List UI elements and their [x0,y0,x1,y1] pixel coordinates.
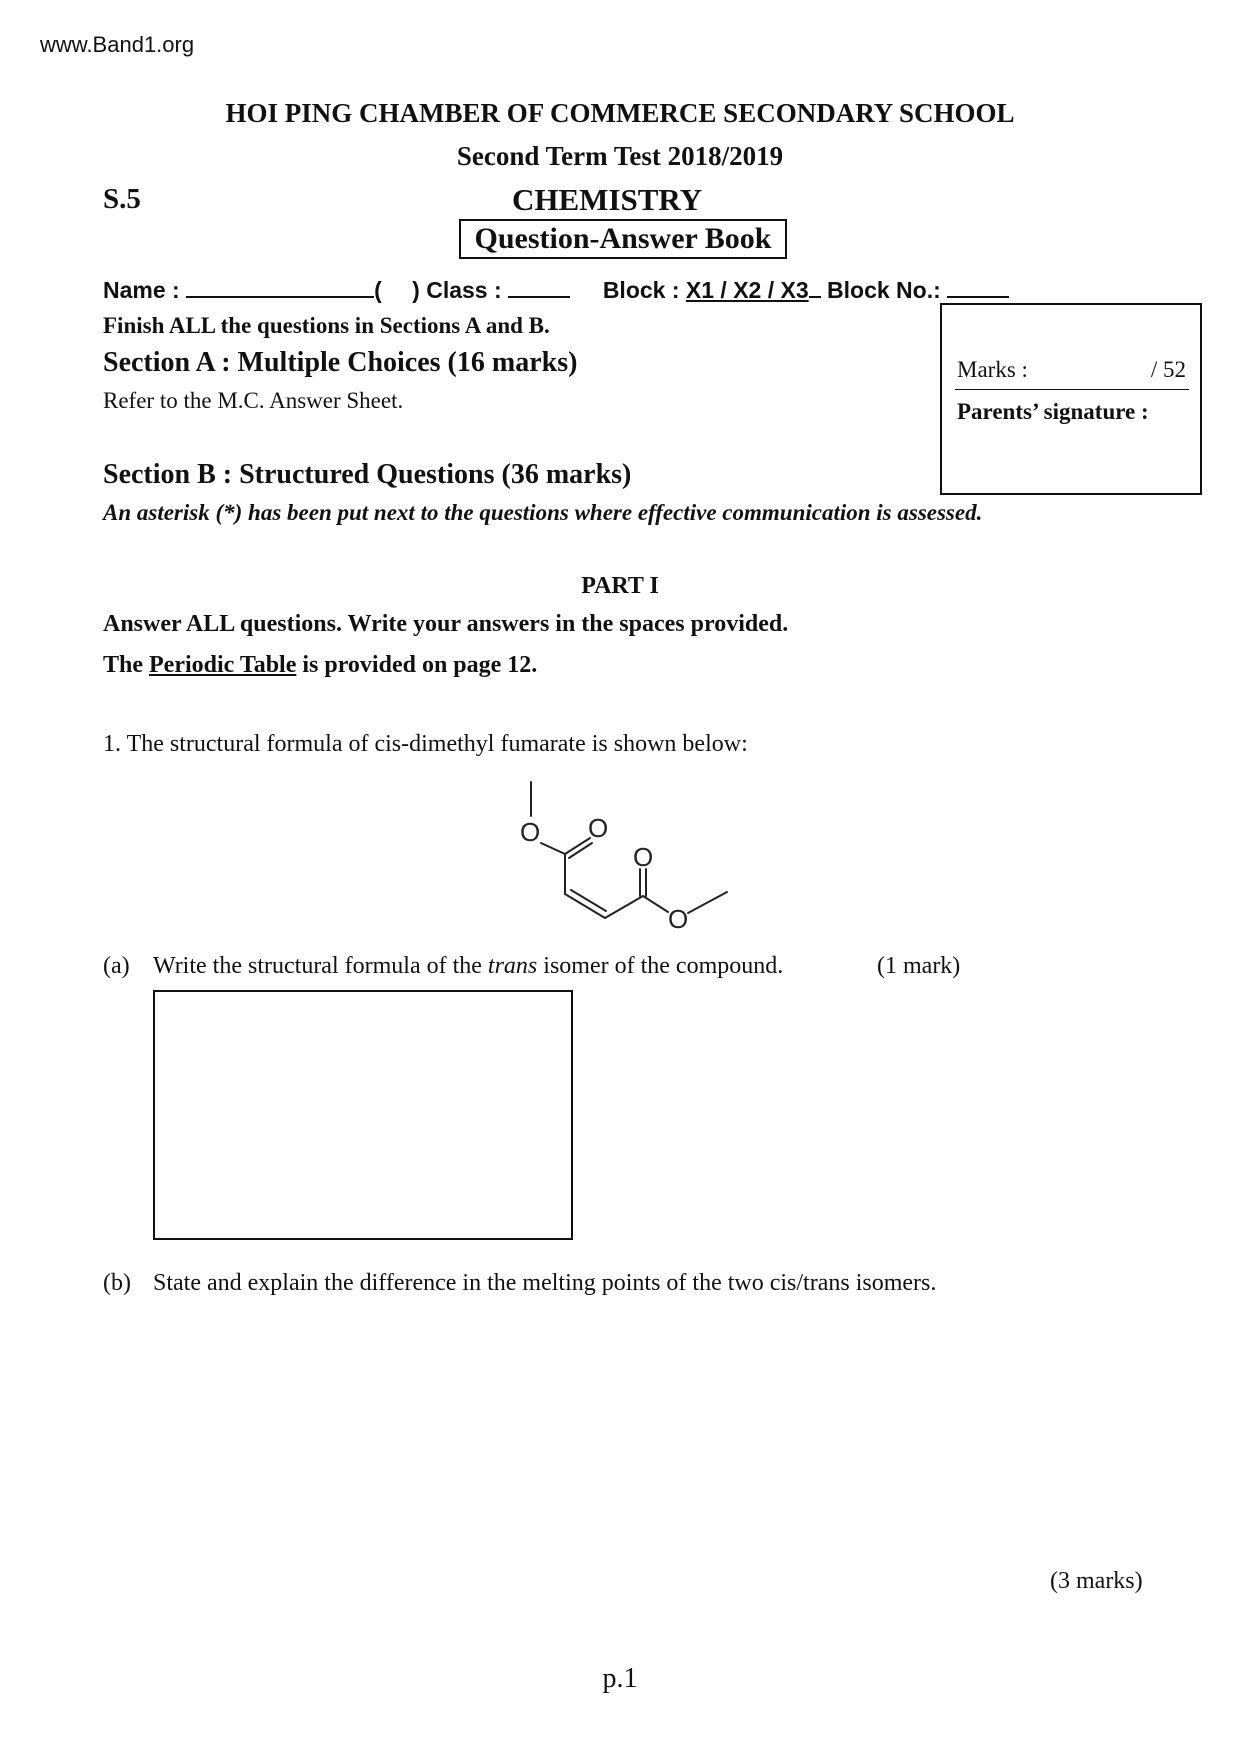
part-a-answer-box[interactable] [153,990,573,1240]
finish-all-instruction: Finish ALL the questions in Sections A and B. [103,313,550,338]
part-a-question: Write the structural formula of the trans isomer of the compound. [153,953,784,979]
name-label: Name : [103,277,180,303]
class-field[interactable] [508,274,570,298]
marks-divider [955,389,1189,390]
chain-bond-2 [605,896,643,918]
book-title: Question-Answer Book [459,219,787,259]
form-label: S.5 [103,183,141,215]
part-a-label: (a) [103,953,130,979]
section-b-note: An asterisk (*) has been put next to the questions where effective communication is assessed. [103,500,983,525]
class-no-open: ( [374,277,382,303]
carbonyl-oxygen-1: O [588,813,609,843]
marks-label: Marks : [957,357,1028,382]
school-name: HOI PING CHAMBER OF COMMERCE SECONDARY SCHOOL [225,98,1015,128]
periodic-table-note: The Periodic Table is provided on page 12. [103,652,538,678]
section-b-title: Section B : Structured Questions (36 marks) [103,459,632,490]
class-label: ) Class : [412,277,502,303]
periodic-table-reference: Periodic Table [149,652,297,678]
marks-total: / 52 [1150,357,1186,382]
structural-formula-diagram [440,770,760,950]
section-a-note: Refer to the M.C. Answer Sheet. [103,388,404,413]
info-line [103,274,1009,304]
part-b-marks: (3 marks) [1050,1568,1143,1594]
part-b-answer-space[interactable] [153,1310,1143,1570]
carbonyl-oxygen-2: O [633,842,654,872]
part-b-question: State and explain the difference in the melting points of the two cis/trans isomers. [153,1270,937,1296]
ester-o-bond-2 [643,896,668,912]
ester-oxygen-1: O [520,817,541,847]
answer-all-instruction: Answer ALL questions. Write your answers in the spaces provided. [103,611,789,637]
ester-oxygen-2: O [668,904,689,934]
part-title: PART I [581,573,659,599]
question-1-stem: 1. The structural formula of cis-dimethyl fumarate is shown below: [103,731,748,757]
page-number: p.1 [602,1663,638,1694]
ester-o-carbonyl-bond [541,843,565,854]
signature-label: Parents’ signature : [957,399,1149,424]
methyl-bond-bottom [688,892,727,913]
section-a-title: Section A : Multiple Choices (16 marks) [103,347,578,378]
watermark: www.Band1.org [40,32,195,57]
block-no-label: Block No.: [827,277,941,303]
term-title: Second Term Test 2018/2019 [456,141,784,171]
name-field[interactable] [186,274,374,298]
block-label: Block : [602,277,680,303]
marks-box [940,303,1202,495]
subject-title: CHEMISTRY [512,182,703,217]
block-options: X1 / X2 / X3 [685,277,809,303]
trans-term: trans [487,953,538,979]
part-b-label: (b) [103,1270,131,1296]
block-no-field[interactable] [947,274,1009,298]
part-a-marks: (1 mark) [877,953,961,979]
